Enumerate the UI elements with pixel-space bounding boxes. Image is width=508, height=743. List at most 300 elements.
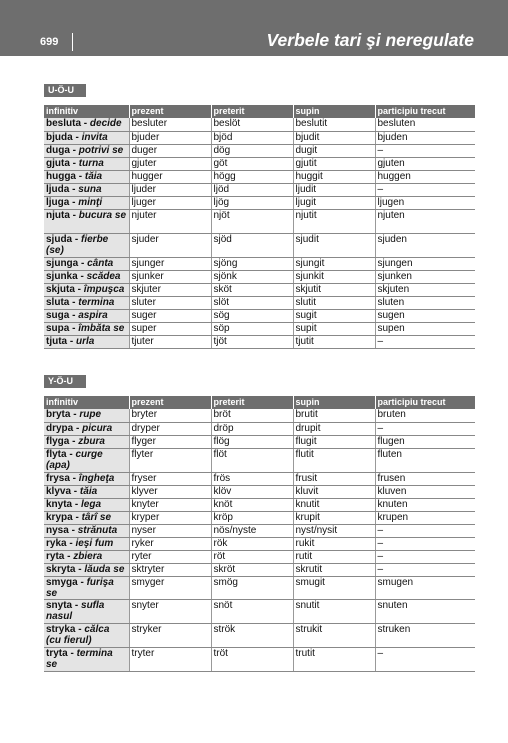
preterit-cell: knöt (211, 498, 293, 511)
infinitiv-cell (44, 511, 129, 524)
supin-cell: huggit (293, 170, 375, 183)
prezent-cell: kryper (129, 511, 211, 524)
verb-translation: rupe (79, 409, 102, 420)
dash-separator: - (66, 537, 76, 549)
prezent-cell: fryser (129, 472, 211, 485)
dash-separator: - (75, 623, 85, 635)
preterit-cell: sjönk (211, 270, 293, 283)
verb-infinitive: gjuta (46, 157, 70, 169)
infinitiv-cell (44, 270, 129, 283)
verb-infinitive: skjuta (46, 283, 75, 295)
dash-separator: - (77, 576, 87, 588)
dash-separator: - (76, 170, 85, 182)
prezent-cell: sluter (129, 296, 211, 309)
dash-separator: - (69, 196, 79, 208)
dash-separator: - (72, 599, 82, 611)
supin-cell: dugit (293, 144, 375, 157)
preterit-cell: dög (211, 144, 293, 157)
table-row (44, 322, 475, 335)
verb-infinitive: frysa (46, 472, 70, 484)
verb-infinitive: drypa (46, 422, 74, 434)
participiu-cell: – (375, 422, 475, 435)
infinitiv-cell (44, 196, 129, 209)
verb-translation: zbiera (73, 550, 103, 562)
preterit-cell: snöt (211, 599, 293, 623)
preterit-cell: skröt (211, 563, 293, 576)
preterit-cell: kröp (211, 511, 293, 524)
column-header-infinitiv: infinitiv (44, 396, 129, 409)
preterit-cell: ljöd (211, 183, 293, 196)
dash-separator: - (73, 422, 83, 434)
verb-translation: minţi (78, 196, 103, 208)
dash-separator: - (78, 257, 88, 269)
dash-separator: - (72, 498, 82, 510)
infinitiv-cell (44, 537, 129, 550)
verb-translation: călca (cu fierul) (46, 623, 110, 646)
supin-cell: strukit (293, 623, 375, 647)
verb-table-y-o-u (44, 396, 475, 672)
dash-separator: - (69, 435, 79, 447)
participiu-cell: njuten (375, 209, 475, 233)
dash-separator: - (69, 472, 79, 484)
verb-translation: strănuta (77, 524, 118, 536)
participiu-cell: – (375, 647, 475, 671)
participiu-cell: – (375, 524, 475, 537)
verb-translation: termina (78, 296, 115, 308)
verb-infinitive: sjuda (46, 233, 73, 245)
preterit-cell: smög (211, 576, 293, 599)
preterit-cell: göt (211, 157, 293, 170)
participiu-cell: gjuten (375, 157, 475, 170)
column-header-participiu: participiu trecut (375, 396, 475, 409)
table-row (44, 131, 475, 144)
table-row (44, 550, 475, 563)
supin-cell: sjungit (293, 257, 375, 270)
supin-cell: knutit (293, 498, 375, 511)
participiu-cell: – (375, 563, 475, 576)
preterit-cell: frös (211, 472, 293, 485)
supin-cell: drupit (293, 422, 375, 435)
participiu-cell: fluten (375, 448, 475, 472)
verb-translation: îngheţa (78, 472, 115, 484)
infinitiv-cell (44, 170, 129, 183)
table-row (44, 157, 475, 170)
supin-cell: bjudit (293, 131, 375, 144)
participiu-cell: huggen (375, 170, 475, 183)
prezent-cell: flyter (129, 448, 211, 472)
infinitiv-cell (44, 550, 129, 563)
supin-cell: rukit (293, 537, 375, 550)
table-row (44, 435, 475, 448)
column-header-supin: supin (293, 105, 375, 118)
infinitiv-cell (44, 233, 129, 257)
verb-table-u-o-u (44, 105, 475, 349)
dash-separator: - (72, 233, 82, 245)
dash-separator: - (67, 335, 76, 347)
table-row (44, 563, 475, 576)
preterit-cell: sjöd (211, 233, 293, 257)
dash-separator: - (68, 524, 78, 536)
page-title: Verbele tari şi neregulate (266, 30, 474, 50)
table-row (44, 511, 475, 524)
verb-infinitive: njuta (46, 209, 70, 221)
verb-infinitive: supa (46, 322, 70, 334)
verb-translation: sufla nasul (46, 599, 105, 622)
table-header-row (44, 396, 475, 409)
verb-translation: potrivi se (78, 144, 124, 156)
infinitiv-cell (44, 623, 129, 647)
prezent-cell: sjunger (129, 257, 211, 270)
supin-cell: trutit (293, 647, 375, 671)
prezent-cell: sjuder (129, 233, 211, 257)
column-header-supin: supin (293, 396, 375, 409)
dash-separator: - (69, 309, 79, 321)
table-row (44, 409, 475, 422)
infinitiv-cell (44, 283, 129, 296)
verb-infinitive: besluta (46, 118, 82, 129)
preterit-cell: bjöd (211, 131, 293, 144)
verb-infinitive: snyta (46, 599, 73, 611)
preterit-cell: slöt (211, 296, 293, 309)
participiu-cell: krupen (375, 511, 475, 524)
supin-cell: flugit (293, 435, 375, 448)
table-row (44, 270, 475, 283)
preterit-cell: flög (211, 435, 293, 448)
participiu-cell: sjungen (375, 257, 475, 270)
infinitiv-cell (44, 157, 129, 170)
verb-infinitive: bjuda (46, 131, 73, 143)
prezent-cell: njuter (129, 209, 211, 233)
prezent-cell: flyger (129, 435, 211, 448)
dash-separator: - (75, 563, 85, 575)
dash-separator: - (69, 183, 79, 195)
column-header-preterit: preterit (211, 105, 293, 118)
infinitiv-cell (44, 498, 129, 511)
verb-translation: scădea (86, 270, 121, 282)
table-row (44, 623, 475, 647)
supin-cell: ljudit (293, 183, 375, 196)
preterit-cell: sköt (211, 283, 293, 296)
infinitiv-cell (44, 422, 129, 435)
participiu-cell: supen (375, 322, 475, 335)
preterit-cell: ljög (211, 196, 293, 209)
infinitiv-cell (44, 309, 129, 322)
preterit-cell: söp (211, 322, 293, 335)
infinitiv-cell (44, 144, 129, 157)
verb-translation: cânta (87, 257, 114, 269)
prezent-cell: klyver (129, 485, 211, 498)
participiu-cell: struken (375, 623, 475, 647)
verb-translation: bucura se (78, 209, 127, 221)
infinitiv-cell (44, 322, 129, 335)
verb-infinitive: stryka (46, 623, 76, 635)
verb-infinitive: sjunka (46, 270, 78, 282)
verb-translation: curge (apa) (46, 448, 103, 471)
table-row (44, 296, 475, 309)
table-row (44, 599, 475, 623)
participiu-cell: sluten (375, 296, 475, 309)
prezent-cell: tjuter (129, 335, 211, 348)
dash-separator: - (71, 485, 80, 497)
verb-translation: zbura (78, 435, 105, 447)
participiu-cell: knuten (375, 498, 475, 511)
verb-infinitive: ljuda (46, 183, 70, 195)
table-row (44, 448, 475, 472)
participiu-cell: skjuten (375, 283, 475, 296)
supin-cell: sugit (293, 309, 375, 322)
verb-infinitive: flyta (46, 448, 67, 460)
verb-translation: termina se (46, 647, 113, 670)
verb-infinitive: duga (46, 144, 70, 156)
prezent-cell: hugger (129, 170, 211, 183)
infinitiv-cell (44, 576, 129, 599)
verb-translation: turna (78, 157, 104, 169)
infinitiv-cell (44, 296, 129, 309)
table-row (44, 485, 475, 498)
supin-cell: sjudit (293, 233, 375, 257)
preterit-cell: beslöt (211, 118, 293, 131)
dash-separator: - (77, 270, 87, 282)
verb-translation: ieşi fum (75, 537, 114, 549)
table-row (44, 233, 475, 257)
prezent-cell: dryper (129, 422, 211, 435)
dash-separator: - (74, 283, 84, 295)
verb-infinitive: tjuta (46, 335, 68, 347)
dash-separator: - (69, 322, 79, 334)
verb-translation: târî se (81, 511, 112, 523)
dash-separator: - (69, 144, 79, 156)
dash-separator: - (64, 550, 74, 562)
supin-cell: skjutit (293, 283, 375, 296)
supin-cell: frusit (293, 472, 375, 485)
table-row (44, 196, 475, 209)
supin-cell: snutit (293, 599, 375, 623)
prezent-cell: ljuger (129, 196, 211, 209)
prezent-cell: skjuter (129, 283, 211, 296)
verb-translation: aspira (78, 309, 108, 321)
table-row (44, 257, 475, 270)
verb-infinitive: ljuga (46, 196, 70, 208)
prezent-cell: tryter (129, 647, 211, 671)
supin-cell: flutit (293, 448, 375, 472)
dash-separator: - (81, 118, 90, 129)
table-row (44, 647, 475, 671)
supin-cell: gjutit (293, 157, 375, 170)
table-row (44, 170, 475, 183)
verb-infinitive: ryta (46, 550, 65, 562)
header-divider (72, 33, 73, 51)
infinitiv-cell (44, 448, 129, 472)
infinitiv-cell (44, 183, 129, 196)
verb-infinitive: tryta (46, 647, 68, 659)
prezent-cell: bryter (129, 409, 211, 422)
prezent-cell: suger (129, 309, 211, 322)
column-header-preterit: preterit (211, 396, 293, 409)
dash-separator: - (69, 157, 79, 169)
column-header-infinitiv: infinitiv (44, 105, 129, 118)
verb-translation: furişa se (46, 576, 114, 599)
participiu-cell: sugen (375, 309, 475, 322)
dash-separator: - (67, 647, 77, 659)
page-number: 699 (40, 36, 59, 48)
preterit-cell: högg (211, 170, 293, 183)
participiu-cell: – (375, 183, 475, 196)
column-header-prezent: prezent (129, 105, 211, 118)
supin-cell: rutit (293, 550, 375, 563)
section-label-y-o-u: Y-Ö-U (44, 375, 86, 388)
verb-infinitive: smyga (46, 576, 78, 588)
participiu-cell: – (375, 537, 475, 550)
supin-cell: ljugit (293, 196, 375, 209)
preterit-cell: röt (211, 550, 293, 563)
prezent-cell: ljuder (129, 183, 211, 196)
table-row (44, 309, 475, 322)
participiu-cell: sjuden (375, 233, 475, 257)
verb-translation: îmbăta se (78, 322, 125, 334)
participiu-cell: bruten (375, 409, 475, 422)
prezent-cell: smyger (129, 576, 211, 599)
verb-translation: picura (82, 422, 113, 434)
supin-cell: krupit (293, 511, 375, 524)
table-row (44, 144, 475, 157)
verb-translation: lăuda se (84, 563, 125, 575)
table-row (44, 524, 475, 537)
table-row (44, 537, 475, 550)
supin-cell: supit (293, 322, 375, 335)
infinitiv-cell (44, 131, 129, 144)
participiu-cell: flugen (375, 435, 475, 448)
participiu-cell: sjunken (375, 270, 475, 283)
infinitiv-cell (44, 647, 129, 671)
participiu-cell: kluven (375, 485, 475, 498)
infinitiv-cell (44, 435, 129, 448)
participiu-cell: snuten (375, 599, 475, 623)
participiu-cell: bjuden (375, 131, 475, 144)
verb-infinitive: sjunga (46, 257, 79, 269)
infinitiv-cell (44, 409, 129, 422)
supin-cell: skrutit (293, 563, 375, 576)
preterit-cell: rök (211, 537, 293, 550)
section-label-u-o-u: U-Ö-U (44, 84, 86, 97)
participiu-cell: – (375, 550, 475, 563)
preterit-cell: sög (211, 309, 293, 322)
table-row (44, 472, 475, 485)
prezent-cell: nyser (129, 524, 211, 537)
supin-cell: tjutit (293, 335, 375, 348)
preterit-cell: tjöt (211, 335, 293, 348)
prezent-cell: gjuter (129, 157, 211, 170)
infinitiv-cell (44, 599, 129, 623)
verb-translation: invita (81, 131, 108, 143)
infinitiv-cell (44, 209, 129, 233)
verb-infinitive: ryka (46, 537, 67, 549)
infinitiv-cell (44, 118, 129, 131)
verb-infinitive: hugga (46, 170, 76, 182)
verb-infinitive: bryta (46, 409, 71, 420)
verb-translation: tăia (84, 170, 103, 182)
participiu-cell: – (375, 144, 475, 157)
infinitiv-cell (44, 472, 129, 485)
infinitiv-cell (44, 563, 129, 576)
participiu-cell: smugen (375, 576, 475, 599)
supin-cell: njutit (293, 209, 375, 233)
dash-separator: - (69, 296, 79, 308)
preterit-cell: klöv (211, 485, 293, 498)
prezent-cell: besluter (129, 118, 211, 131)
table-row (44, 335, 475, 348)
dash-separator: - (66, 448, 76, 460)
verb-translation: fierbe (se) (46, 233, 109, 256)
infinitiv-cell (44, 485, 129, 498)
verb-translation: împuşca (83, 283, 125, 295)
participiu-cell: besluten (375, 118, 475, 131)
table-row (44, 576, 475, 599)
supin-cell: kluvit (293, 485, 375, 498)
table-row (44, 283, 475, 296)
prezent-cell: super (129, 322, 211, 335)
participiu-cell: ljugen (375, 196, 475, 209)
infinitiv-cell (44, 257, 129, 270)
verb-translation: decide (89, 118, 122, 129)
dash-separator: - (69, 209, 79, 221)
verb-infinitive: nysa (46, 524, 69, 536)
verb-infinitive: sluta (46, 296, 70, 308)
preterit-cell: njöt (211, 209, 293, 233)
column-header-participiu: participiu trecut (375, 105, 475, 118)
prezent-cell: duger (129, 144, 211, 157)
prezent-cell: sjunker (129, 270, 211, 283)
prezent-cell: ryter (129, 550, 211, 563)
prezent-cell: knyter (129, 498, 211, 511)
participiu-cell: – (375, 335, 475, 348)
dash-separator: - (72, 511, 82, 523)
dash-separator: - (72, 131, 82, 143)
dash-separator: - (70, 409, 80, 420)
preterit-cell: nös/nyste (211, 524, 293, 537)
participiu-cell: frusen (375, 472, 475, 485)
verb-translation: lega (81, 498, 102, 510)
table-header-row (44, 105, 475, 118)
preterit-cell: dröp (211, 422, 293, 435)
table-row (44, 209, 475, 233)
verb-translation: tăia (79, 485, 98, 497)
table-row (44, 498, 475, 511)
prezent-cell: stryker (129, 623, 211, 647)
supin-cell: brutit (293, 409, 375, 422)
table-row (44, 422, 475, 435)
prezent-cell: ryker (129, 537, 211, 550)
table-row (44, 118, 475, 131)
verb-infinitive: krypa (46, 511, 73, 523)
supin-cell: slutit (293, 296, 375, 309)
infinitiv-cell (44, 335, 129, 348)
verb-infinitive: flyga (46, 435, 70, 447)
verb-infinitive: suga (46, 309, 70, 321)
verb-infinitive: skryta (46, 563, 76, 575)
verb-infinitive: klyva (46, 485, 72, 497)
preterit-cell: flöt (211, 448, 293, 472)
verb-infinitive: knyta (46, 498, 73, 510)
verb-translation: urla (76, 335, 95, 347)
supin-cell: nyst/nysit (293, 524, 375, 537)
page-header (0, 0, 508, 56)
supin-cell: sjunkit (293, 270, 375, 283)
preterit-cell: bröt (211, 409, 293, 422)
preterit-cell: sjöng (211, 257, 293, 270)
prezent-cell: sktryter (129, 563, 211, 576)
prezent-cell: snyter (129, 599, 211, 623)
infinitiv-cell (44, 524, 129, 537)
